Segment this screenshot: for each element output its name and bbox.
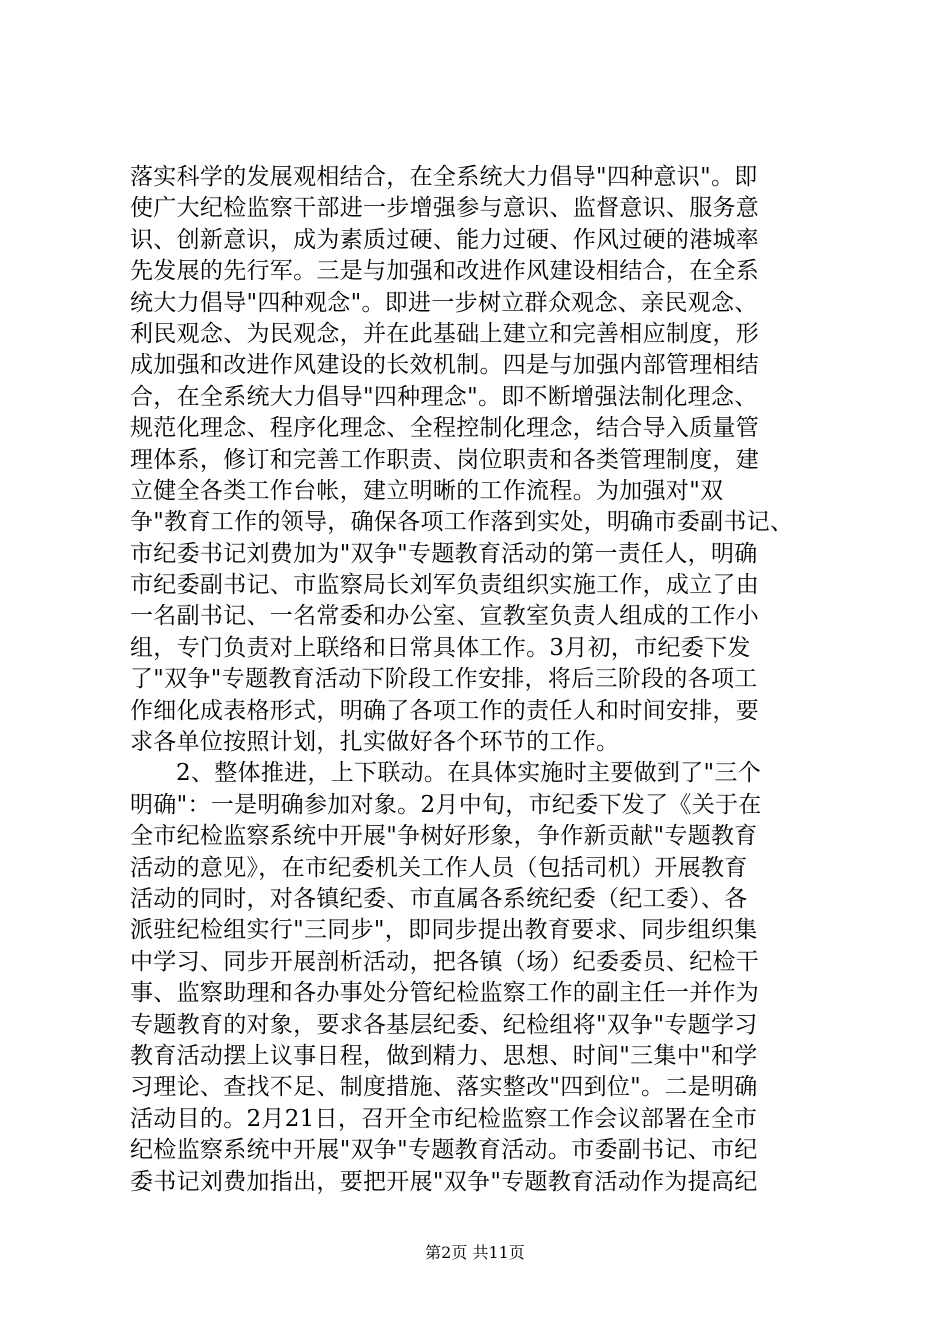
- text-line: 事、监察助理和各办事处分管纪检监察工作的副主任一并作为: [130, 980, 760, 1007]
- text-line: 一名副书记、一名常委和办公室、宣教室负责人组成的工作小: [130, 603, 760, 630]
- text-line: 求各单位按照计划，扎实做好各个环节的工作。: [130, 729, 620, 756]
- text-line: 全市纪检监察系统中开展"争树好形象，争作新贡献"专题教育: [130, 823, 758, 850]
- text-line: 落实科学的发展观相结合，在全系统大力倡导"四种意识"。即: [130, 164, 758, 190]
- text-line: 习理论、查找不足、制度措施、落实整改"四到位"。二是明确: [130, 1074, 758, 1101]
- text-line: 组，专门负责对上联络和日常具体工作。3月初，市纪委下发: [130, 634, 751, 661]
- text-line: 中学习、同步开展剖析活动，把各镇（场）纪委委员、纪检干: [130, 948, 760, 975]
- text-line: 明确"：一是明确参加对象。2月中旬，市纪委下发了《关于在: [130, 791, 762, 818]
- text-line: 了"双争"专题教育活动下阶段工作安排，将后三阶段的各项工: [130, 666, 758, 693]
- text-line: 市纪委书记刘费加为"双争"专题教育活动的第一责任人，明确: [130, 540, 758, 567]
- text-line: 识、创新意识，成为素质过硬、能力过硬、作风过硬的港城率: [130, 226, 760, 253]
- page-footer: [0, 1242, 950, 1264]
- text-line: 专题教育的对象，要求各基层纪委、纪检组将"双争"专题学习: [130, 1011, 758, 1038]
- text-line: 成加强和改进作风建设的长效机制。四是与加强内部管理相结: [130, 352, 760, 379]
- text-line: 理体系，修订和完善工作职责、岗位职责和各类管理制度，建: [130, 446, 760, 473]
- text-line: 活动的同时，对各镇纪委、市直属各系统纪委（纪工委）、各: [130, 885, 748, 912]
- text-line: 统大力倡导"四种观念"。即进一步树立群众观念、亲民观念、: [130, 289, 758, 316]
- text-line: 立健全各类工作台帐，建立明晰的工作流程。为加强对"双: [130, 477, 724, 504]
- page-number: 第2页 共11页: [425, 1243, 525, 1262]
- text-line: 规范化理念、程序化理念、全程控制化理念，结合导入质量管: [130, 415, 760, 442]
- text-line: 派驻纪检组实行"三同步"，即同步提出教育要求、同步组织集: [130, 917, 758, 944]
- text-line: 教育活动摆上议事日程，做到精力、思想、时间"三集中"和学: [130, 1042, 758, 1069]
- text-line: 使广大纪检监察干部进一步增强参与意识、监督意识、服务意: [130, 195, 760, 222]
- paragraph-start-line: 2、整体推进，上下联动。在具体实施时主要做到了"三个: [176, 760, 762, 787]
- document-body: [130, 162, 830, 1198]
- text-line: 先发展的先行军。三是与加强和改进作风建设相结合，在全系: [130, 258, 760, 285]
- text-line: 市纪委副书记、市监察局长刘军负责组织实施工作，成立了由: [130, 572, 760, 599]
- text-line: 争"教育工作的领导，确保各项工作落到实处，明确市委副书记、: [130, 509, 794, 536]
- text-line: 活动目的。2月21日，召开全市纪检监察工作会议部署在全市: [130, 1105, 758, 1132]
- text-line: 合，在全系统大力倡导"四种理念"。即不断增强法制化理念、: [130, 383, 758, 410]
- text-line: 纪检监察系统中开展"双争"专题教育活动。市委副书记、市纪: [130, 1137, 758, 1164]
- text-line: 活动的意见》，在市纪委机关工作人员（包括司机）开展教育: [130, 854, 748, 881]
- text-line: 利民观念、为民观念，并在此基础上建立和完善相应制度，形: [130, 320, 760, 347]
- text-line: 作细化成表格形式，明确了各项工作的责任人和时间安排，要: [130, 697, 760, 724]
- text-line: 委书记刘费加指出，要把开展"双争"专题教育活动作为提高纪: [130, 1168, 758, 1195]
